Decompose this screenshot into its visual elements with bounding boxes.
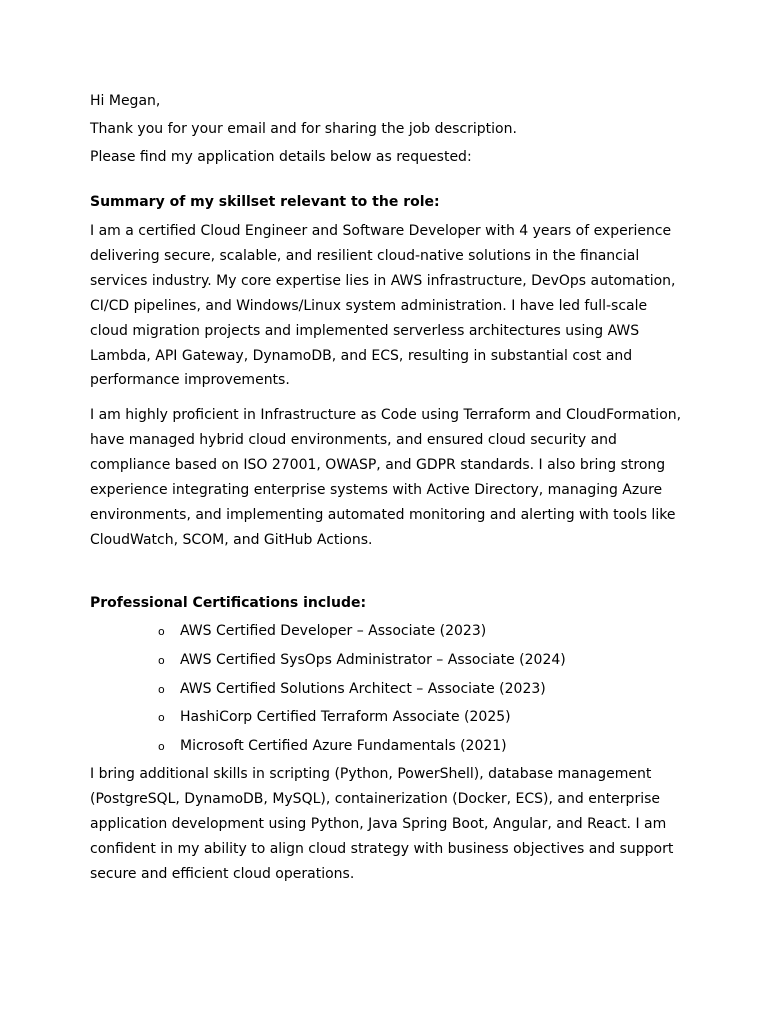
- certification-label: HashiCorp Certified Terraform Associate (2025): [180, 709, 511, 726]
- paragraph-line: confident in my ability to align cloud strategy with business objectives and support: [90, 840, 674, 857]
- summary-heading: Summary of my skillset relevant to the role:: [90, 194, 440, 210]
- paragraph-line: services industry. My core expertise lies in AWS infrastructure, DevOps automation,: [90, 272, 676, 289]
- paragraph-line: experience integrating enterprise systems with Active Directory, managing Azure: [90, 481, 663, 498]
- intro-line: Please find my application details below as requested:: [90, 149, 472, 165]
- paragraph-line: CloudWatch, SCOM, and GitHub Actions.: [90, 531, 373, 548]
- certification-label: Microsoft Certified Azure Fundamentals (2021): [180, 738, 507, 755]
- certification-label: AWS Certified SysOps Administrator – Associate (2024): [180, 651, 566, 668]
- paragraph-line: cloud migration projects and implemented serverless architectures using AWS: [90, 322, 640, 339]
- greeting: Hi Megan,: [90, 93, 161, 109]
- closing-paragraph: [90, 762, 690, 887]
- paragraph-line: I am a certified Cloud Engineer and Software Developer with 4 years of experience: [90, 223, 672, 239]
- paragraph-line: application development using Python, Java Spring Boot, Angular, and React. I am: [90, 815, 667, 832]
- certification-label: AWS Certified Solutions Architect – Associate (2023): [180, 680, 546, 697]
- paragraph-line: environments, and implementing automated monitoring and alerting with tools like: [90, 506, 676, 523]
- paragraph-line: I bring additional skills in scripting (Python, PowerShell), database management: [90, 766, 652, 782]
- paragraph-line: have managed hybrid cloud environments, and ensured cloud security and: [90, 431, 617, 448]
- paragraph-line: (PostgreSQL, DynamoDB, MySQL), containerization (Docker, ECS), and enterprise: [90, 790, 660, 807]
- bullet-icon: o: [158, 682, 165, 696]
- paragraph-line: performance improvements.: [90, 372, 290, 389]
- bullet-icon: o: [158, 625, 165, 638]
- intro-line: Thank you for your email and for sharing the job description.: [90, 121, 517, 137]
- paragraph-line: I am highly proficient in Infrastructure as Code using Terraform and CloudFormation,: [90, 407, 682, 423]
- bullet-icon: o: [158, 711, 165, 725]
- paragraph-line: delivering secure, scalable, and resilient cloud-native solutions in the financial: [90, 247, 640, 264]
- paragraph-line: Lambda, API Gateway, DynamoDB, and ECS, resulting in substantial cost and: [90, 347, 633, 364]
- certification-label: AWS Certified Developer – Associate (2023): [180, 623, 487, 639]
- summary-paragraph-1: [90, 219, 690, 393]
- bullet-icon: o: [158, 653, 165, 667]
- paragraph-line: CI/CD pipelines, and Windows/Linux system administration. I have led full-scale: [90, 297, 648, 314]
- certifications-heading: Professional Certifications include:: [90, 595, 367, 611]
- bullet-icon: o: [158, 740, 165, 754]
- paragraph-line: compliance based on ISO 27001, OWASP, and GDPR standards. I also bring strong: [90, 456, 666, 473]
- paragraph-line: secure and efficient cloud operations.: [90, 865, 355, 882]
- document-page: [90, 0, 690, 1024]
- summary-paragraph-2: [90, 403, 690, 552]
